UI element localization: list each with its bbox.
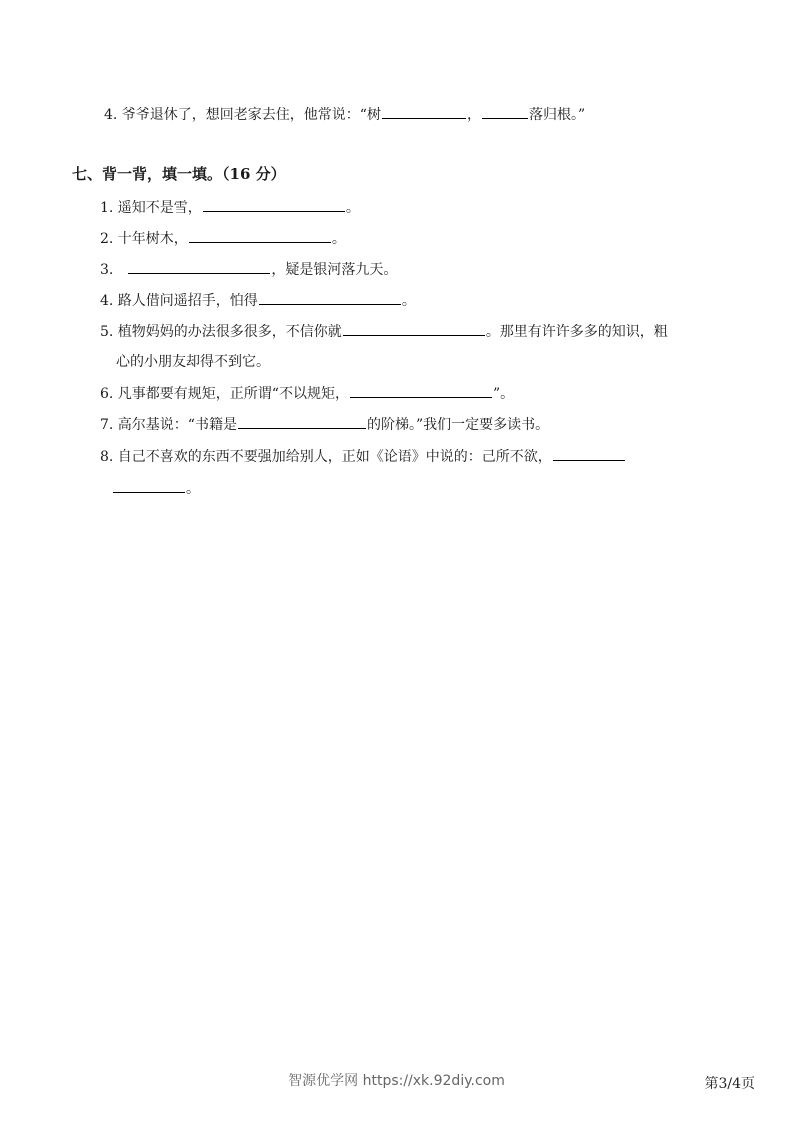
item-5-end: 。那里有许许多多的知识，粗 — [485, 324, 668, 340]
item-6-end: ”。 — [492, 386, 515, 402]
question-4 — [104, 104, 585, 125]
page-number: 第3/4页 — [704, 1076, 755, 1092]
item-1-text: 1. 遥知不是雪， — [100, 200, 202, 216]
fill-item-5-line2: 心的小朋友却得不到它。 — [116, 354, 270, 370]
item-1-end: 。 — [345, 200, 360, 216]
answer-blank[interactable] — [382, 104, 466, 119]
answer-blank[interactable] — [113, 478, 185, 493]
fill-item-8 — [100, 446, 626, 467]
answer-blank[interactable] — [482, 104, 528, 119]
answer-blank[interactable] — [203, 197, 345, 212]
fill-item-1 — [100, 197, 360, 218]
item-5-text: 5. 植物妈妈的办法很多很多，不信你就 — [100, 324, 342, 340]
section-title: 七、背一背，填一填。（16 分） — [72, 165, 286, 183]
fill-item-4 — [100, 290, 416, 311]
item-7-text: 7. 高尔基说：“书籍是 — [100, 417, 237, 433]
item-2-end: 。 — [331, 231, 346, 247]
fill-item-5 — [100, 321, 668, 342]
item-7-end: 的阶梯。”我们一定要多读书。 — [366, 417, 550, 433]
answer-blank[interactable] — [238, 414, 366, 429]
question-4-suffix: 落归根。” — [528, 107, 586, 123]
question-4-text: 4. 爷爷退休了，想回老家去住，他常说：“树 — [104, 107, 381, 123]
answer-blank[interactable] — [189, 228, 331, 243]
fill-item-7 — [100, 414, 549, 435]
answer-blank[interactable] — [259, 290, 401, 305]
footer-watermark: 智源优学网 https://xk.92diy.com — [288, 1073, 505, 1089]
item-8-text: 8. 自己不喜欢的东西不要强加给别人，正如《论语》中说的：己所不欲， — [100, 449, 552, 465]
question-4-comma: ， — [466, 107, 481, 123]
item-4-end: 。 — [401, 293, 416, 309]
item-6-text: 6. 凡事都要有规矩，正所谓“不以规矩， — [100, 386, 349, 402]
item-4-text: 4. 路人借问遥招手，怕得 — [100, 293, 258, 309]
fill-item-2 — [100, 228, 346, 249]
answer-blank[interactable] — [350, 383, 492, 398]
fill-item-6 — [100, 383, 514, 404]
item-3-num: 3. — [100, 262, 114, 278]
item-3-end: ，疑是银河落九天。 — [271, 262, 398, 278]
item-8-end: 。 — [186, 481, 200, 497]
fill-item-8-line2 — [112, 478, 200, 499]
fill-item-3 — [100, 259, 397, 280]
item-2-text: 2. 十年树木， — [100, 231, 188, 247]
answer-blank[interactable] — [128, 259, 270, 274]
answer-blank[interactable] — [343, 321, 485, 336]
answer-blank[interactable] — [553, 446, 625, 461]
